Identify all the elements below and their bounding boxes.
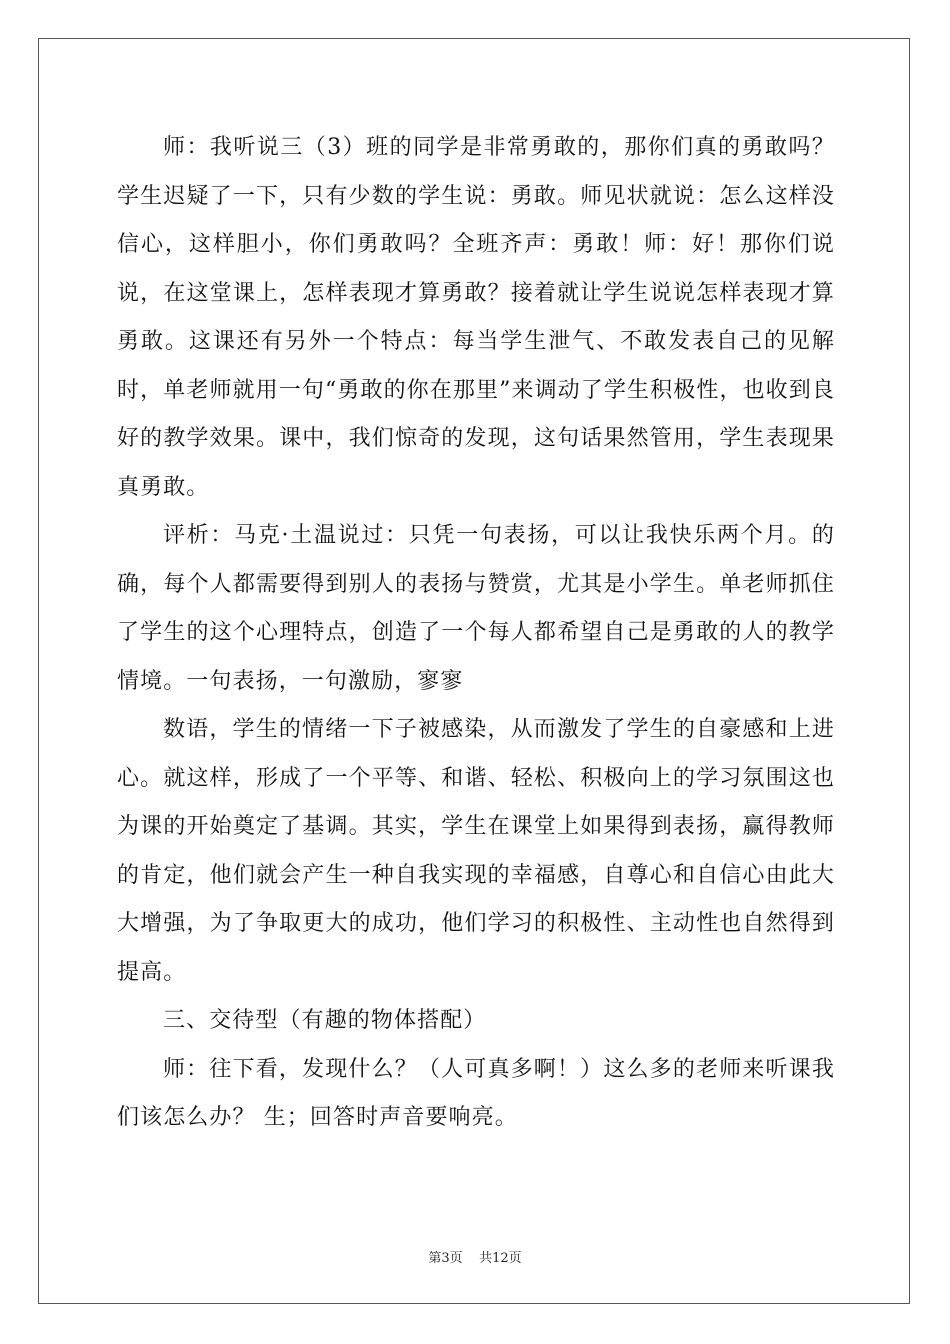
document-body xyxy=(117,124,835,1143)
total-page-count: 共12页 xyxy=(479,1251,522,1266)
paragraph-teacher-dialogue: 师：我听说三（3）班的同学是非常勇敢的，那你们真的勇敢吗？学生迟疑了一下，只有少数的学生说：勇敢。师见状就说：怎么这样没信心，这样胆小，你们勇敢吗？全班齐声：勇敢！师：好！那你们说说，在这堂课上，怎样表现才算勇敢？接着就让学生说说怎样表现才算勇敢。这课还有另外一个特点：每当学生泄气、不敢发表自己的见解时，单老师就用一句“勇敢的你在那里”来调动了学生积极性，也收到良好的教学效果。课中，我们惊奇的发现，这句话果然管用，学生表现果真勇敢。 xyxy=(117,135,835,500)
current-page-number: 第3页 xyxy=(428,1251,463,1266)
section-heading: 三、交待型（有趣的物体搭配） xyxy=(163,1008,487,1033)
paragraph-teacher-question: 师：往下看，发现什么？（人可真多啊！）这么多的老师来听课我们该怎么办？ 生；回答时声音要响亮。 xyxy=(117,1056,835,1130)
paragraph-analysis: 评析：马克·土温说过：只凭一句表扬，可以让我快乐两个月。的确，每个人都需要得到别人的表扬与赞赏，尤其是小学生。单老师抓住了学生的这个心理特点，创造了一个每人都希望自己是勇敢的人的教学情境。一句表扬，一句激励，寥寥 xyxy=(117,523,835,694)
paragraph-analysis-continued: 数语，学生的情绪一下子被感染，从而激发了学生的自豪感和上进心。就这样，形成了一个平等、和谐、轻松、积极向上的学习氛围这也为课的开始奠定了基调。其实，学生在课堂上如果得到表扬，赢得教师的肯定，他们就会产生一种自我实现的幸福感，自尊心和自信心由此大大增强，为了争取更大的成功，他们学习的积极性、主动性也自然得到提高。 xyxy=(117,717,835,985)
page-footer xyxy=(0,1247,950,1266)
footer-spacer xyxy=(463,1251,480,1266)
